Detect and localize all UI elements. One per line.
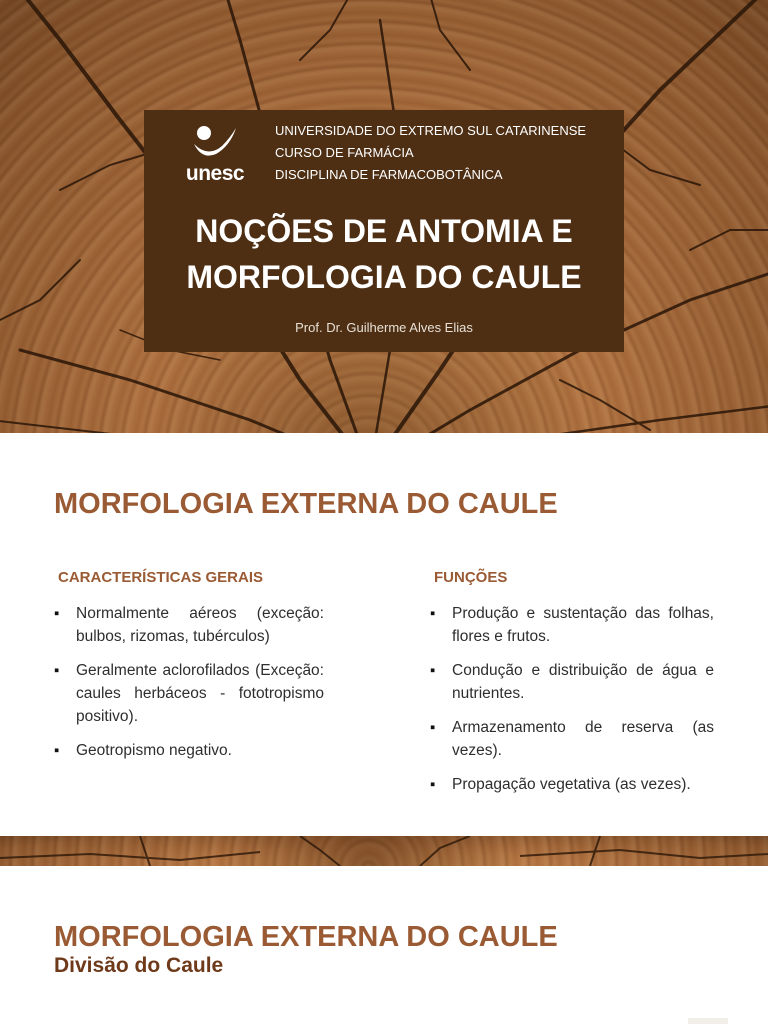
functions-list xyxy=(430,602,714,807)
title-line-1: NOÇÕES DE ANTOMIA E xyxy=(195,213,573,249)
list-item: ▪ Geralmente aclorofilados (Exceção: caules herbáceos - fototropismo positivo). xyxy=(54,659,324,728)
list-item: ▪ Produção e sustentação das folhas, flores e frutos. xyxy=(430,602,714,648)
title-line-2: MORFOLOGIA DO CAULE xyxy=(186,259,582,295)
unesc-logo xyxy=(180,124,250,186)
unesc-figure-icon xyxy=(192,124,238,162)
author-name: Prof. Dr. Guilherme Alves Elias xyxy=(295,320,473,335)
slide3-subtitle: Divisão do Caule xyxy=(54,954,224,977)
list-item: ▪ Condução e distribuição de água e nutrientes. xyxy=(430,659,714,705)
slide3-title: MORFOLOGIA EXTERNA DO CAULE xyxy=(54,921,558,953)
institution-name: UNIVERSIDADE DO EXTREMO SUL CATARINENSE xyxy=(275,123,587,138)
course-name: CURSO DE FARMÁCIA xyxy=(275,145,414,160)
general-characteristics-heading: CARACTERÍSTICAS GERAIS xyxy=(58,569,264,586)
slide2-title: MORFOLOGIA EXTERNA DO CAULE xyxy=(54,488,558,520)
logo-text: unesc xyxy=(185,162,245,185)
presentation-title xyxy=(144,208,624,300)
discipline-name: DISCIPLINA DE FARMACOBOTÂNICA xyxy=(275,167,503,182)
wood-divider-band xyxy=(0,836,768,866)
general-characteristics-list xyxy=(54,602,324,773)
wood-band-cracks xyxy=(0,836,768,866)
partial-image-edge xyxy=(688,1018,728,1024)
list-item: ▪ Geotropismo negativo. xyxy=(54,739,324,762)
list-item: ▪ Normalmente aéreos (exceção: bulbos, rizomas, tubérculos) xyxy=(54,602,324,648)
institution-block xyxy=(275,120,586,186)
list-item: ▪ Propagação vegetativa (as vezes). xyxy=(430,773,714,796)
list-item: ▪ Armazenamento de reserva (as vezes). xyxy=(430,716,714,762)
functions-heading: FUNÇÕES xyxy=(434,569,508,586)
title-card xyxy=(144,110,624,352)
